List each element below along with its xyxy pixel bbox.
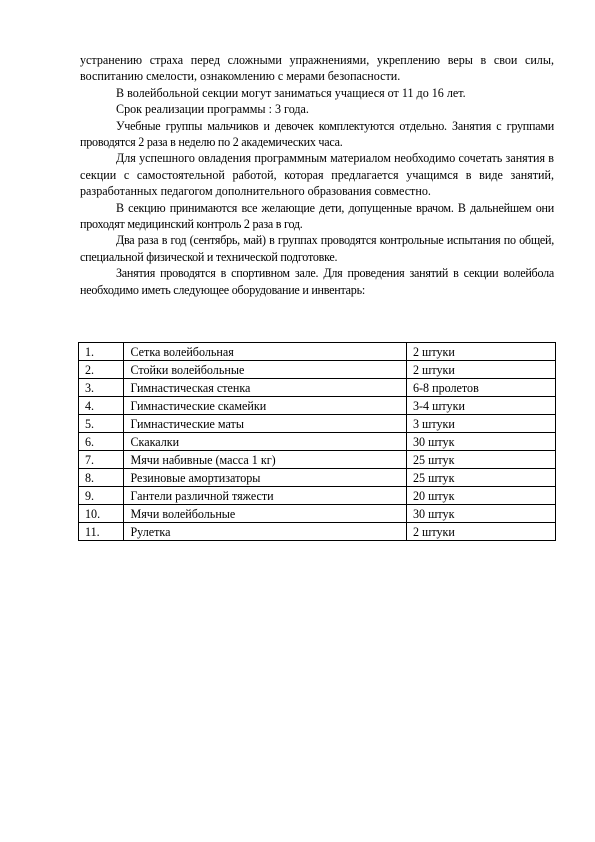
paragraph-age-range: В волейбольной секции могут заниматься учащиеся от 11 до 16 лет.: [116, 85, 466, 100]
row-number: 3.: [79, 379, 124, 397]
item-quantity: 20 штук: [406, 487, 555, 505]
table-row: [79, 487, 556, 505]
row-number: 1.: [79, 343, 124, 361]
row-number: 6.: [79, 433, 124, 451]
table-row: [79, 469, 556, 487]
row-number: 2.: [79, 361, 124, 379]
item-quantity: 3 штуки: [406, 415, 555, 433]
item-quantity: 30 штук: [406, 505, 555, 523]
item-name: Гимнастическая стенка: [124, 379, 407, 397]
item-quantity: 6-8 пролетов: [406, 379, 555, 397]
item-name: Мячи волейбольные: [124, 505, 407, 523]
table-row: [79, 379, 556, 397]
table-row: [79, 505, 556, 523]
table-row: [79, 361, 556, 379]
item-quantity: 3-4 штуки: [406, 397, 555, 415]
item-quantity: 25 штук: [406, 469, 555, 487]
item-quantity: 2 штуки: [406, 361, 555, 379]
row-number: 4.: [79, 397, 124, 415]
row-number: 8.: [79, 469, 124, 487]
paragraph-admission: В секцию принимаются все желающие дети, допущенные врачом. В дальнейшем они проходят медицинский контроль 2 раза в год.: [80, 200, 554, 232]
table-row: [79, 397, 556, 415]
item-name: Мячи набивные (масса 1 кг): [124, 451, 407, 469]
item-name: Гимнастические скамейки: [124, 397, 407, 415]
row-number: 9.: [79, 487, 124, 505]
item-quantity: 2 штуки: [406, 523, 555, 541]
table-row: [79, 451, 556, 469]
item-name: Резиновые амортизаторы: [124, 469, 407, 487]
document-body: [80, 52, 554, 298]
row-number: 11.: [79, 523, 124, 541]
table-row: [79, 433, 556, 451]
paragraph-program-duration: Срок реализации программы : 3 года.: [116, 102, 309, 117]
row-number: 10.: [79, 505, 124, 523]
paragraph-control-tests: Два раза в год (сентябрь, май) в группах проводятся контрольные испытания по общей, специальной физической и технической подготовке.: [80, 233, 554, 264]
item-name: Гимнастические маты: [124, 415, 407, 433]
row-number: 5.: [79, 415, 124, 433]
row-number: 7.: [79, 451, 124, 469]
paragraph-equipment-intro: Занятия проводятся в спортивном зале. Для проведения занятий в секции волейбола необходимо иметь следующее оборудование и инвентарь:: [80, 266, 554, 297]
item-name: Сетка волейбольная: [124, 343, 407, 361]
item-name: Рулетка: [124, 523, 407, 541]
equipment-table: [78, 342, 556, 541]
item-quantity: 30 штук: [406, 433, 555, 451]
item-quantity: 2 штуки: [406, 343, 555, 361]
table-row: [79, 343, 556, 361]
table-row: [79, 415, 556, 433]
table-row: [79, 523, 556, 541]
paragraph-continuation: устранению страха перед сложными упражнениями, укреплению веры в свои силы, воспитанию смелости, ознакомлению с мерами безопасности.: [80, 53, 554, 84]
paragraph-self-study: Для успешного овладения программным материалом необходимо сочетать занятия в секции с самостоятельной работой, которая предлагается учащимся в виде занятий, разработанных педагогом дополнительного образования совместно.: [80, 151, 554, 199]
item-name: Стойки волейбольные: [124, 361, 407, 379]
paragraph-training-groups: Учебные группы мальчиков и девочек комплектуются отдельно. Занятия с группами проводятся 2 раза в неделю по 2 академических часа.: [80, 118, 554, 150]
item-name: Гантели различной тяжести: [124, 487, 407, 505]
item-name: Скакалки: [124, 433, 407, 451]
item-quantity: 25 штук: [406, 451, 555, 469]
